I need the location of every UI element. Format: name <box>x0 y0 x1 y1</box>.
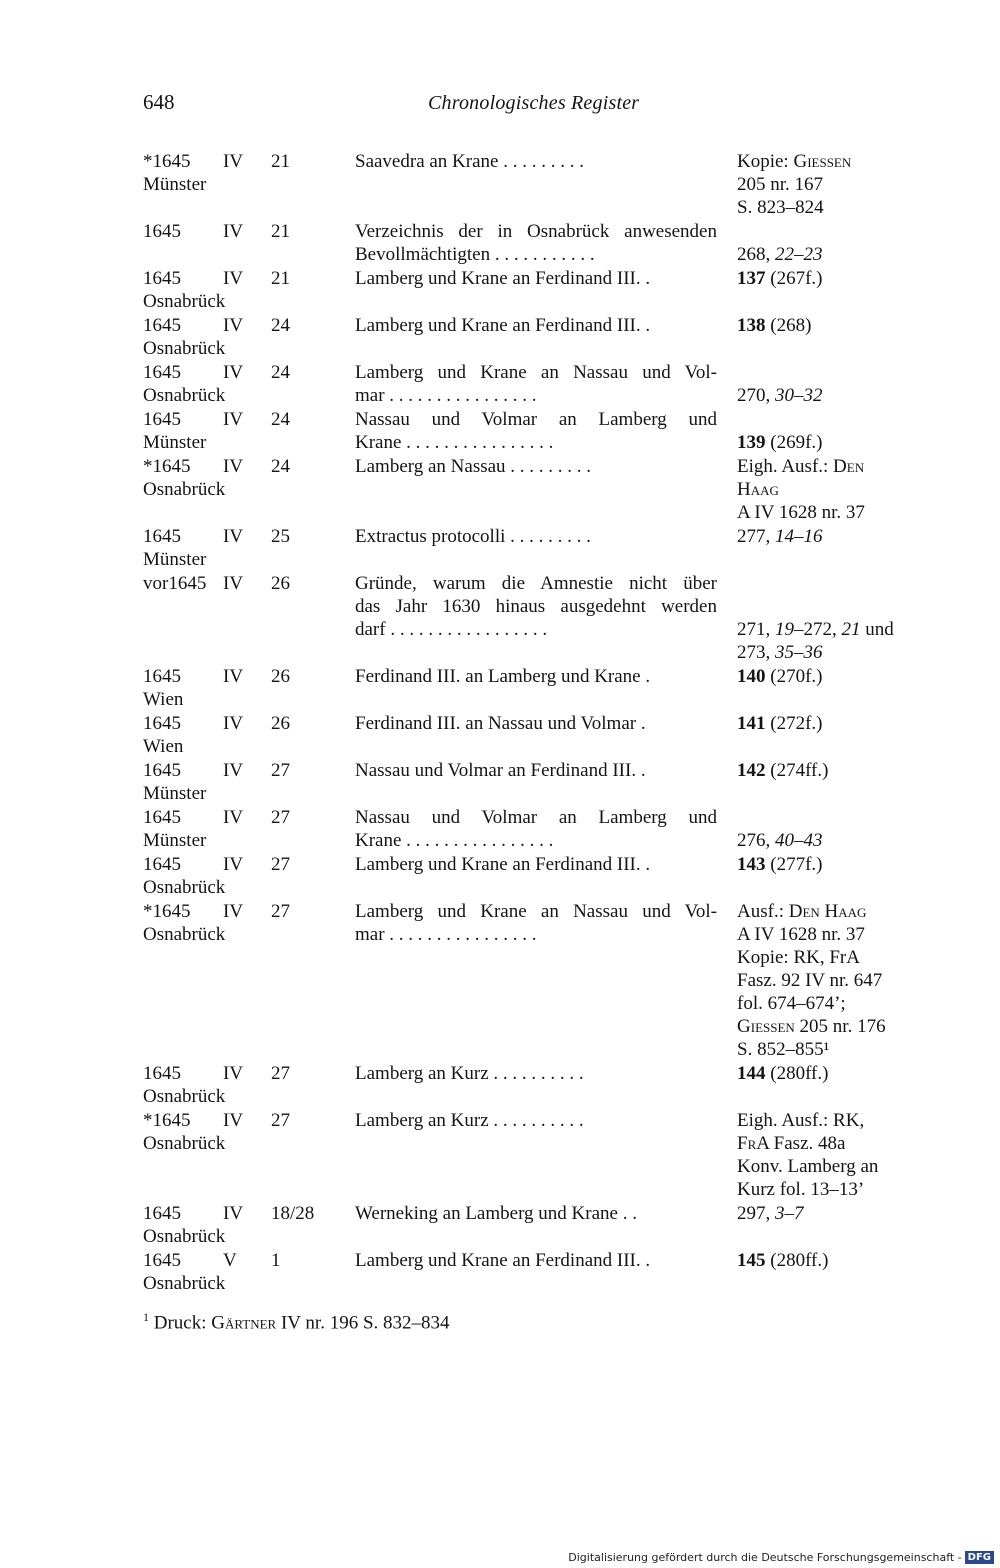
entry-year: 1645 <box>143 362 181 383</box>
reference-segment: 139 <box>737 432 766 453</box>
entry-title-line: Ferdinand III. an Lamberg und Krane . <box>355 666 651 687</box>
entry-reference-line <box>737 431 917 454</box>
register-entry <box>143 665 923 711</box>
entry-month: IV <box>223 1110 244 1131</box>
reference-segment: 144 <box>737 1063 766 1084</box>
entry-place: Münster <box>143 549 207 570</box>
entry-title <box>355 1249 717 1272</box>
entry-title-line: Nassau und Volmar an Ferdinand III. . <box>355 760 646 781</box>
entry-reference-line <box>737 314 917 337</box>
reference-segment: –272, <box>794 619 842 640</box>
entry-reference-line <box>737 196 917 219</box>
entry-reference-line <box>737 595 917 618</box>
entry-day: 24 <box>271 456 290 477</box>
entry-month: IV <box>223 807 244 828</box>
entry-title-line: Lamberg und Krane an Ferdinand III. . <box>355 315 651 336</box>
reference-segment: 205 nr. 167 <box>737 174 824 195</box>
reference-segment: iessen <box>807 151 852 172</box>
entry-place: Osnabrück <box>143 385 226 406</box>
entry-place: Osnabrück <box>143 1133 226 1154</box>
reference-segment: F <box>737 1133 748 1154</box>
entry-title-line: Extractus protocolli . . . . . . . . . <box>355 526 591 547</box>
reference-segment: Eigh. Ausf.: D <box>737 456 847 477</box>
entry-month: IV <box>223 713 244 734</box>
entry-reference-line <box>737 220 917 243</box>
entry-month: IV <box>223 151 244 172</box>
register-entry <box>143 408 923 454</box>
entry-year: vor1645 <box>143 573 207 594</box>
entry-reference-line <box>737 1015 917 1038</box>
entry-day: 21 <box>271 268 290 289</box>
entry-title <box>355 267 717 290</box>
entry-reference <box>737 455 917 524</box>
entry-place: Osnabrück <box>143 479 226 500</box>
reference-segment: en <box>846 456 865 477</box>
reference-segment: Fasz. 92 IV nr. 647 <box>737 970 883 991</box>
entry-reference <box>737 900 917 1061</box>
entry-title <box>355 314 717 337</box>
entry-reference <box>737 572 917 664</box>
entry-reference-line <box>737 455 917 478</box>
entry-month: IV <box>223 221 244 242</box>
entry-place: Wien <box>143 736 184 757</box>
entry-title-line: darf . . . . . . . . . . . . . . . . . <box>355 619 548 640</box>
entry-reference <box>737 1109 917 1201</box>
entry-day: 27 <box>271 854 290 875</box>
entry-title <box>355 1109 717 1132</box>
register-entry <box>143 220 923 266</box>
entry-reference-line <box>737 829 917 852</box>
footnote-text-after: IV nr. 196 S. 832–834 <box>276 1312 450 1334</box>
reference-segment: 145 <box>737 1250 766 1271</box>
entry-reference-line <box>737 1202 917 1225</box>
entry-title-line: Ferdinand III. an Nassau und Volmar . <box>355 713 646 734</box>
reference-segment: 268, <box>737 244 775 265</box>
reference-segment: S. 823–824 <box>737 197 824 218</box>
entry-year: 1645 <box>143 666 181 687</box>
entry-year: 1645 <box>143 409 181 430</box>
entry-title-line: Verzeichnis der in Osnabrück anwesenden <box>355 221 717 242</box>
entry-reference-line <box>737 1178 917 1201</box>
entry-reference-line <box>737 1155 917 1178</box>
entry-place: Münster <box>143 783 207 804</box>
entry-reference-line <box>737 384 917 407</box>
entry-reference <box>737 853 917 876</box>
entry-reference-line <box>737 1132 917 1155</box>
entry-place: Osnabrück <box>143 1086 226 1107</box>
reference-segment: Eigh. Ausf.: RK, <box>737 1110 865 1131</box>
digitization-footer <box>568 1551 994 1565</box>
entry-year: 1645 <box>143 526 181 547</box>
entry-title-line: Nassau und Volmar an Lamberg und <box>355 409 717 430</box>
entry-day: 26 <box>271 713 290 734</box>
entry-reference-line <box>737 173 917 196</box>
entry-reference-line <box>737 992 917 1015</box>
entry-place: Osnabrück <box>143 877 226 898</box>
reference-segment: H <box>737 479 751 500</box>
entry-day: 24 <box>271 409 290 430</box>
entry-reference-line <box>737 712 917 735</box>
entry-reference <box>737 361 917 407</box>
entry-reference-line <box>737 1038 917 1061</box>
entry-month: IV <box>223 666 244 687</box>
entry-title-line: das Jahr 1630 hinaus ausgedehnt werden <box>355 596 717 617</box>
reference-segment: Konv. Lamberg an <box>737 1156 879 1177</box>
entry-month: IV <box>223 409 244 430</box>
entry-month: IV <box>223 760 244 781</box>
entry-month: IV <box>223 573 244 594</box>
entry-reference <box>737 759 917 782</box>
entry-day: 21 <box>271 151 290 172</box>
reference-segment: (280ff.) <box>765 1063 829 1084</box>
reference-segment: A IV 1628 nr. 37 <box>737 502 865 523</box>
reference-segment: (268) <box>765 315 812 336</box>
entry-title <box>355 408 717 454</box>
entry-day: 24 <box>271 315 290 336</box>
entry-title <box>355 900 717 946</box>
entry-day: 27 <box>271 807 290 828</box>
reference-segment: en <box>802 901 820 922</box>
reference-segment: fol. 674–674’; <box>737 993 846 1014</box>
entry-title <box>355 525 717 548</box>
entry-reference-line <box>737 618 917 641</box>
entry-reference <box>737 1249 917 1272</box>
footnote-marker: 1 <box>143 1310 149 1324</box>
register-entry <box>143 712 923 758</box>
entry-reference <box>737 712 917 735</box>
reference-segment: 19 <box>775 619 794 640</box>
register-entry <box>143 150 923 219</box>
reference-segment: aag <box>750 479 779 500</box>
entry-year: 1645 <box>143 1063 181 1084</box>
entry-title-line: mar . . . . . . . . . . . . . . . . <box>355 924 537 945</box>
entry-reference-line <box>737 361 917 384</box>
reference-segment: (270f.) <box>765 666 823 687</box>
entry-reference-line <box>737 243 917 266</box>
entry-reference <box>737 150 917 219</box>
entry-title-line: Bevollmächtigten . . . . . . . . . . . <box>355 244 595 265</box>
entry-day: 26 <box>271 573 290 594</box>
reference-segment: G <box>793 151 808 172</box>
entry-month: IV <box>223 901 244 922</box>
entry-day: 1 <box>271 1250 281 1271</box>
reference-segment: (274ff.) <box>765 760 829 781</box>
reference-segment: 273, <box>737 642 775 663</box>
register-entry <box>143 361 923 407</box>
entry-day: 27 <box>271 1110 290 1131</box>
entry-title-line: Lamberg und Krane an Ferdinand III. . <box>355 268 651 289</box>
entry-year: 1645 <box>143 760 181 781</box>
entry-reference-line <box>737 525 917 548</box>
reference-segment: 30–32 <box>775 385 823 406</box>
entry-place: Münster <box>143 432 207 453</box>
reference-segment: 21 <box>841 619 861 640</box>
entry-month: IV <box>223 1203 244 1224</box>
entry-reference <box>737 267 917 290</box>
footer-text: Digitalisierung gefördert durch die Deutsche Forschungsgemeinschaft - <box>568 1550 962 1564</box>
entry-reference <box>737 665 917 688</box>
entry-place: Osnabrück <box>143 338 226 359</box>
entry-place: Wien <box>143 689 184 710</box>
entry-day: 21 <box>271 221 290 242</box>
entry-place: Osnabrück <box>143 924 226 945</box>
reference-segment: A Fasz. 48a <box>756 1133 846 1154</box>
reference-segment: 14–16 <box>775 526 823 547</box>
entry-month: IV <box>223 362 244 383</box>
entry-place: Osnabrück <box>143 291 226 312</box>
entry-day: 26 <box>271 666 290 687</box>
reference-segment: iessen <box>750 1016 795 1037</box>
entry-title <box>355 572 717 641</box>
entry-reference <box>737 806 917 852</box>
entry-title <box>355 806 717 852</box>
entry-reference <box>737 220 917 266</box>
reference-segment: 143 <box>737 854 766 875</box>
entry-title-line: Lamberg an Kurz . . . . . . . . . . <box>355 1063 584 1084</box>
entry-reference-line <box>737 969 917 992</box>
entry-reference-line <box>737 408 917 431</box>
entry-reference-line <box>737 478 917 501</box>
entry-title-line: Krane . . . . . . . . . . . . . . . . <box>355 432 554 453</box>
entry-reference-line <box>737 1109 917 1132</box>
entry-year: 1645 <box>143 807 181 828</box>
reference-segment: 140 <box>737 666 766 687</box>
entry-title-line: Gründe, warum die Amnestie nicht über <box>355 573 717 594</box>
register-entry <box>143 806 923 852</box>
entry-day: 24 <box>271 362 290 383</box>
entry-day: 27 <box>271 760 290 781</box>
entry-title <box>355 150 717 173</box>
entry-year: 1645 <box>143 1250 181 1271</box>
reference-segment: 271, <box>737 619 775 640</box>
entry-reference-line <box>737 1062 917 1085</box>
entry-reference <box>737 314 917 337</box>
register-entry <box>143 267 923 313</box>
reference-segment: 138 <box>737 315 766 336</box>
entry-year: 1645 <box>143 268 181 289</box>
register-entry <box>143 853 923 899</box>
entry-place: Münster <box>143 830 207 851</box>
reference-segment: 3–7 <box>775 1203 804 1224</box>
entry-month: IV <box>223 1063 244 1084</box>
register-entry <box>143 525 923 571</box>
entry-year: 1645 <box>143 713 181 734</box>
entry-year: 1645 <box>143 221 181 242</box>
reference-segment: 297, <box>737 1203 775 1224</box>
reference-segment: (272f.) <box>765 713 823 734</box>
entry-reference-line <box>737 900 917 923</box>
reference-segment: 277, <box>737 526 775 547</box>
entry-place: Münster <box>143 174 207 195</box>
register-entry <box>143 1202 923 1248</box>
entry-day: 25 <box>271 526 290 547</box>
register-entry <box>143 1109 923 1201</box>
register-entry <box>143 1062 923 1108</box>
entry-year: 1645 <box>143 854 181 875</box>
running-title: Chronologisches Register <box>428 92 640 114</box>
entry-title-line: Lamberg und Krane an Nassau und Vol- <box>355 901 717 922</box>
entry-title-line: Saavedra an Krane . . . . . . . . . <box>355 151 584 172</box>
entry-title <box>355 1062 717 1085</box>
entry-day: 27 <box>271 1063 290 1084</box>
entry-reference-line <box>737 665 917 688</box>
entry-title-line: Nassau und Volmar an Lamberg und <box>355 807 717 828</box>
reference-segment: (277f.) <box>765 854 823 875</box>
entry-reference-line <box>737 853 917 876</box>
reference-segment: 270, <box>737 385 775 406</box>
reference-segment: 137 <box>737 268 766 289</box>
reference-segment: 276, <box>737 830 775 851</box>
reference-segment: 40–43 <box>775 830 823 851</box>
entry-title <box>355 853 717 876</box>
entry-month: IV <box>223 268 244 289</box>
register-entry <box>143 572 923 664</box>
register-entry <box>143 759 923 805</box>
entry-title <box>355 759 717 782</box>
entry-reference <box>737 408 917 454</box>
dfg-logo: DFG <box>965 1551 994 1564</box>
entry-reference-line <box>737 806 917 829</box>
entry-reference-line <box>737 1249 917 1272</box>
entry-title <box>355 361 717 407</box>
entry-title-line: Lamberg an Kurz . . . . . . . . . . <box>355 1110 584 1131</box>
entry-day: 18/28 <box>271 1203 315 1224</box>
entry-year: *1645 <box>143 901 191 922</box>
page-number: 648 <box>143 90 175 114</box>
entry-title-line: Krane . . . . . . . . . . . . . . . . <box>355 830 554 851</box>
entry-title <box>355 220 717 266</box>
reference-segment: Ausf.: D <box>737 901 803 922</box>
entry-place: Osnabrück <box>143 1226 226 1247</box>
reference-segment: 141 <box>737 713 766 734</box>
reference-segment: (280ff.) <box>765 1250 829 1271</box>
entry-title-line: Werneking an Lamberg und Krane . . <box>355 1203 637 1224</box>
entry-year: *1645 <box>143 1110 191 1131</box>
reference-segment: (269f.) <box>765 432 823 453</box>
entry-title-line: Lamberg und Krane an Ferdinand III. . <box>355 854 651 875</box>
register-entry <box>143 314 923 360</box>
reference-segment: 205 nr. 176 <box>794 1016 886 1037</box>
reference-segment: 22–23 <box>775 244 823 265</box>
reference-segment: 142 <box>737 760 766 781</box>
entry-title-line: Lamberg und Krane an Ferdinand III. . <box>355 1250 651 1271</box>
entry-title-line: Lamberg und Krane an Nassau und Vol- <box>355 362 717 383</box>
entry-title-line: Lamberg an Nassau . . . . . . . . . <box>355 456 592 477</box>
entry-month: IV <box>223 854 244 875</box>
entry-reference-line <box>737 759 917 782</box>
entry-title <box>355 1202 717 1225</box>
entry-reference-line <box>737 267 917 290</box>
entry-reference-line <box>737 946 917 969</box>
entry-title-line: mar . . . . . . . . . . . . . . . . <box>355 385 537 406</box>
reference-segment: (267f.) <box>765 268 823 289</box>
footnote <box>143 1310 450 1334</box>
entry-reference-line <box>737 641 917 664</box>
entry-month: IV <box>223 526 244 547</box>
reference-segment: Kopie: <box>737 151 794 172</box>
reference-segment: H <box>819 901 839 922</box>
reference-segment: Kurz fol. 13–13’ <box>737 1179 865 1200</box>
entry-year: 1645 <box>143 315 181 336</box>
reference-segment: r <box>747 1133 757 1154</box>
entry-reference-line <box>737 572 917 595</box>
entry-title <box>355 455 717 478</box>
reference-segment: G <box>737 1016 751 1037</box>
reference-segment: aag <box>838 901 867 922</box>
entry-month: IV <box>223 456 244 477</box>
entry-reference <box>737 1202 917 1225</box>
entry-reference <box>737 525 917 548</box>
entry-year: *1645 <box>143 151 191 172</box>
reference-segment: A IV 1628 nr. 37 <box>737 924 865 945</box>
reference-segment: und <box>860 619 894 640</box>
footnote-author: ärtner <box>224 1312 277 1334</box>
reference-segment: Kopie: RK, FrA <box>737 947 860 968</box>
reference-segment: S. 852–855¹ <box>737 1039 830 1060</box>
entry-title <box>355 712 717 735</box>
entry-year: 1645 <box>143 1203 181 1224</box>
register-entry <box>143 1249 923 1295</box>
entry-reference <box>737 1062 917 1085</box>
footnote-text-before: Druck: G <box>149 1312 225 1334</box>
register-entry <box>143 900 923 1061</box>
entry-reference-line <box>737 150 917 173</box>
entry-title <box>355 665 717 688</box>
entry-day: 27 <box>271 901 290 922</box>
entry-reference-line <box>737 923 917 946</box>
entry-year: *1645 <box>143 456 191 477</box>
reference-segment: 35–36 <box>775 642 823 663</box>
entry-month: IV <box>223 315 244 336</box>
register-entry <box>143 455 923 524</box>
entry-place: Osnabrück <box>143 1273 226 1294</box>
entry-month: V <box>223 1250 237 1271</box>
entry-reference-line <box>737 501 917 524</box>
